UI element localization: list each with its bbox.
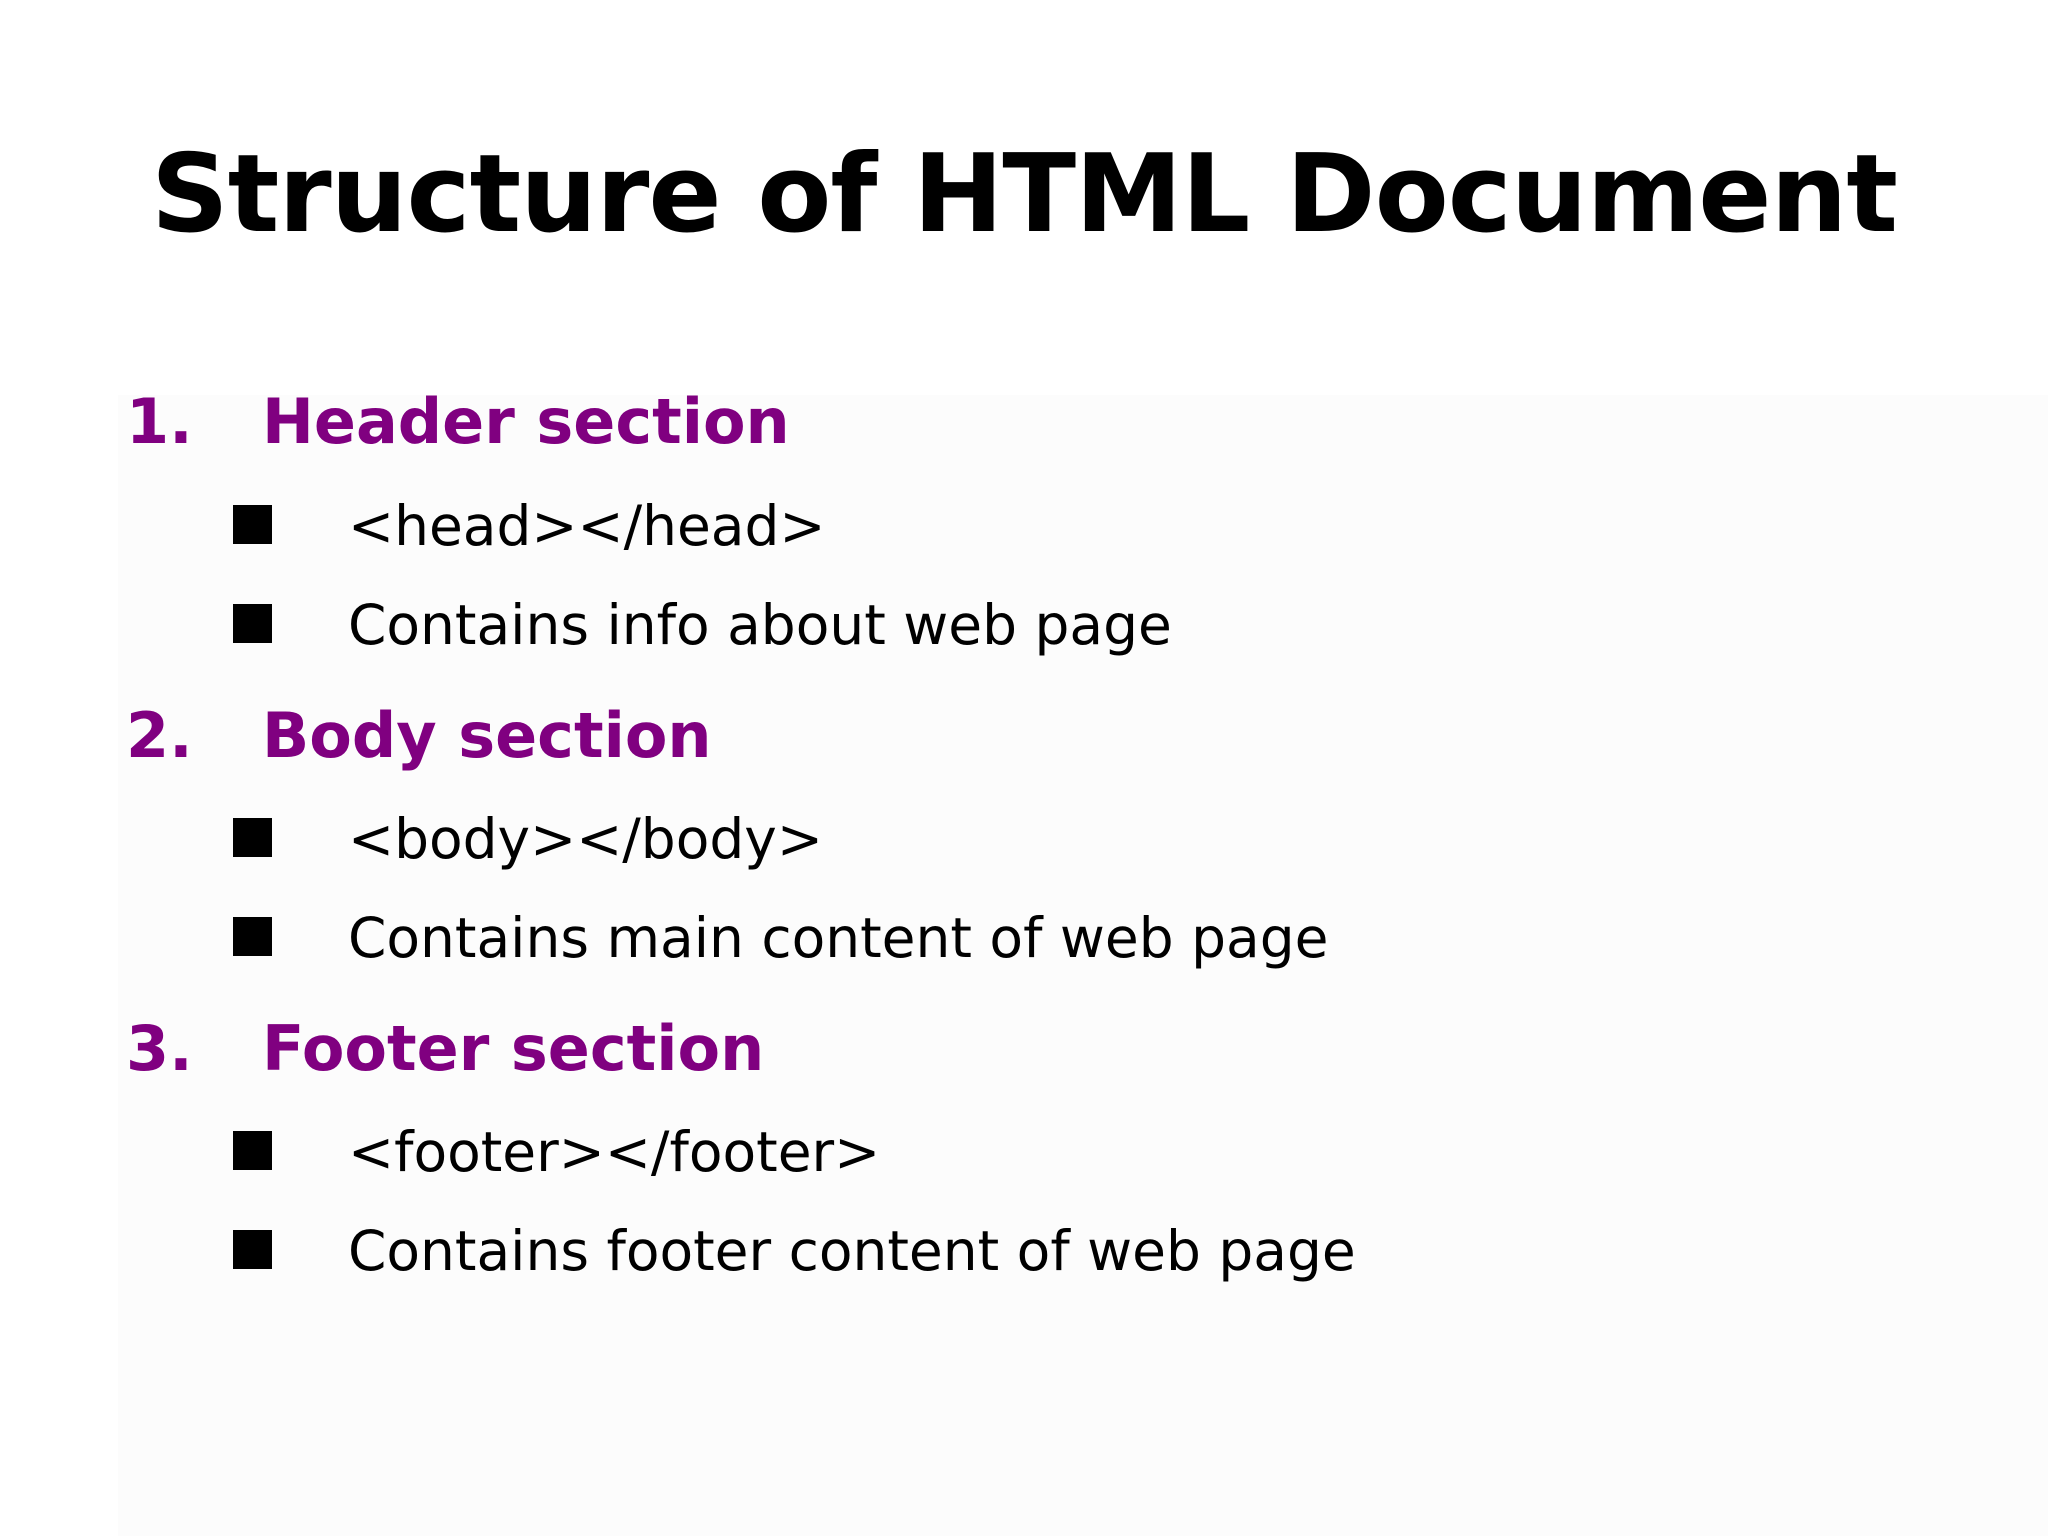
section-3-bullet-1: <footer></footer> (348, 1120, 881, 1184)
section-3-title: Footer section (262, 1012, 765, 1085)
section-2-bullet-2: Contains main content of web page (348, 906, 1329, 970)
section-1-number: 1. (126, 385, 193, 458)
section-3-number: 3. (126, 1012, 193, 1085)
section-2-title: Body section (262, 699, 712, 772)
square-bullet-icon (233, 917, 272, 956)
square-bullet-icon (233, 604, 272, 643)
section-3-bullet-2: Contains footer content of web page (348, 1219, 1356, 1283)
section-1-bullet-1: <head></head> (348, 494, 826, 558)
square-bullet-icon (233, 1131, 272, 1170)
square-bullet-icon (233, 1230, 272, 1269)
section-2-bullet-1: <body></body> (348, 807, 823, 871)
square-bullet-icon (233, 505, 272, 544)
section-2-number: 2. (126, 699, 193, 772)
square-bullet-icon (233, 818, 272, 857)
section-1-title: Header section (262, 385, 790, 458)
slide-title: Structure of HTML Document (151, 132, 1897, 257)
section-1-bullet-2: Contains info about web page (348, 593, 1172, 657)
